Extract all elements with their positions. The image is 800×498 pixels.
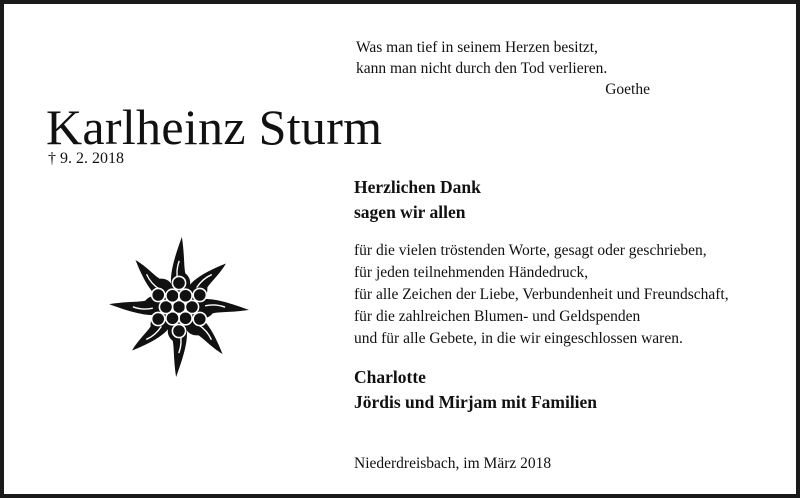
- thanks-heading-line-2: sagen wir allen: [354, 202, 466, 222]
- quote-author: Goethe: [605, 81, 650, 98]
- edelweiss-floret: [152, 312, 165, 325]
- edelweiss-floret: [179, 312, 192, 325]
- thanks-heading: [354, 175, 481, 225]
- quote-line-2: kann man nicht durch den Tod verlieren.: [356, 60, 608, 77]
- signatory-1: Charlotte: [354, 367, 426, 387]
- edelweiss-floret: [193, 312, 206, 325]
- edelweiss-floret: [166, 289, 179, 302]
- thanks-heading-line-1: Herzlichen Dank: [354, 177, 481, 197]
- signatories: [354, 365, 597, 415]
- thanks-body-line-2: für jeden teilnehmenden Händedruck,: [354, 264, 589, 281]
- edelweiss-floret: [179, 289, 192, 302]
- edelweiss-floret: [172, 276, 185, 289]
- goethe-quote: [356, 37, 656, 100]
- edelweiss-icon: [106, 234, 252, 380]
- thanks-body-line-4: für die zahlreichen Blumen- und Geldspenden: [354, 308, 641, 325]
- signatory-2: Jördis und Mirjam mit Familien: [354, 392, 598, 412]
- thanks-body-line-1: für die vielen tröstenden Worte, gesagt oder geschrieben,: [354, 242, 707, 259]
- edelweiss-floret: [193, 288, 206, 301]
- quote-line-1: Was man tief in seinem Herzen besitzt,: [356, 39, 598, 56]
- thanks-body: [354, 240, 729, 350]
- thanks-body-line-3: für alle Zeichen der Liebe, Verbundenheit und Freundschaft,: [354, 286, 729, 303]
- death-date: † 9. 2. 2018: [48, 150, 124, 167]
- edelweiss-floret: [172, 324, 185, 337]
- edelweiss-floret: [152, 288, 165, 301]
- deceased-name: Karlheinz Sturm: [46, 99, 383, 155]
- thanks-body-line-5: und für alle Gebete, in die wir eingeschlossen waren.: [354, 330, 683, 347]
- place-and-date: Niederdreisbach, im März 2018: [354, 455, 552, 472]
